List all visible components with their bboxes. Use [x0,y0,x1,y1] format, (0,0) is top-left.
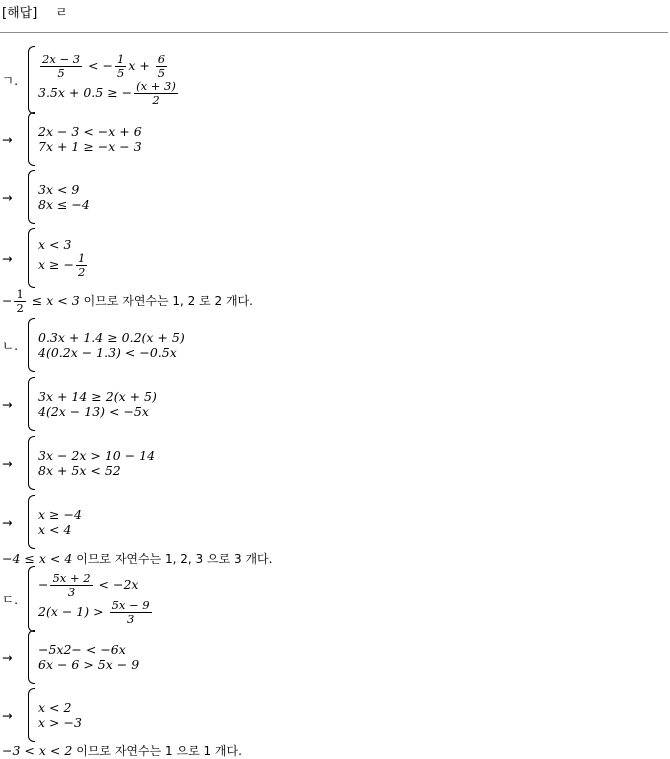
system-a2 [2,112,142,166]
arrow-icon: → [2,649,13,665]
ineq: 3x + 14 ≥ 2(x + 5) [38,389,157,404]
brace [28,46,35,114]
divider [0,32,668,33]
system-a4 [2,228,89,288]
ineq: x ≥ −4 [38,507,82,522]
system-c2 [2,630,139,684]
ineq: −5x2− < −6x [38,642,126,657]
arrow-icon: → [2,189,13,205]
system-a1 [2,46,180,114]
ineq: 8x + 5x < 52 [38,463,121,478]
section-marker-c: ㄷ. [2,592,19,607]
arrow-icon: → [2,131,13,147]
ineq: x < 3 [38,237,72,252]
system-b3 [2,436,155,490]
conclusion-b: −4 ≤ x < 4 이므로 자연수는 1, 2, 3 으로 3 개다. [2,551,273,566]
ineq: 3.5x + 0.5 ≥ − $\frac{(x + 3)}{2}$ [38,79,176,107]
ineq: x < 4 [38,522,72,537]
answer-label: [해답] [2,6,38,21]
ineq: 3x − 2x > 10 − 14 [38,448,156,463]
system-b4 [2,495,82,549]
arrow-icon: → [2,396,13,412]
arrow-icon: → [2,707,13,723]
ineq: 8x ≤ −4 [38,197,90,212]
ineq: 2(x − 1) > $\frac{5x - 9}{3}$ [38,598,150,626]
conclusion-a: − $\frac{1}{2}$ ≤ x < 3 이므로 자연수는 1, 2 로 2 개다. [2,287,253,315]
ineq: 6x − 6 > 5x − 9 [38,657,140,672]
section-marker-b: ㄴ. [2,338,19,353]
answer-value: ㄹ [55,6,68,21]
answer-header [2,2,68,21]
arrow-icon: → [2,250,13,266]
ineq: x < 2 [38,700,72,715]
conclusion-c: −3 < x < 2 이므로 자연수는 1 으로 1 개다. [2,743,242,758]
ineq: 2x − 3 < −x + 6 [38,124,142,139]
ineq: 3x < 9 [38,182,80,197]
ineq: − $\frac{5x + 2}{3}$ < −2x [38,571,139,599]
system-a3 [2,170,90,224]
ineq: 4(2x − 13) < −5x [38,404,149,419]
ineq: $\frac{2x - 3}{5}$ < − $\frac{1}{5}$ x + $\frac{6}{5}$ [42,52,166,80]
ineq: x > −3 [38,715,82,730]
system-c3 [2,688,82,742]
arrow-icon: → [2,514,13,530]
arrow-icon: → [2,455,13,471]
system-b1 [2,318,185,372]
ineq: 0.3x + 1.4 ≥ 0.2(x + 5) [38,330,185,345]
section-marker-a: ㄱ. [2,73,19,88]
ineq: 4(0.2x − 1.3) < −0.5x [38,345,177,360]
system-c1 [2,566,154,632]
ineq: x ≥ − $\frac{1}{2}$ [38,251,86,279]
ineq: 7x + 1 ≥ −x − 3 [38,139,142,154]
system-b2 [2,377,157,431]
